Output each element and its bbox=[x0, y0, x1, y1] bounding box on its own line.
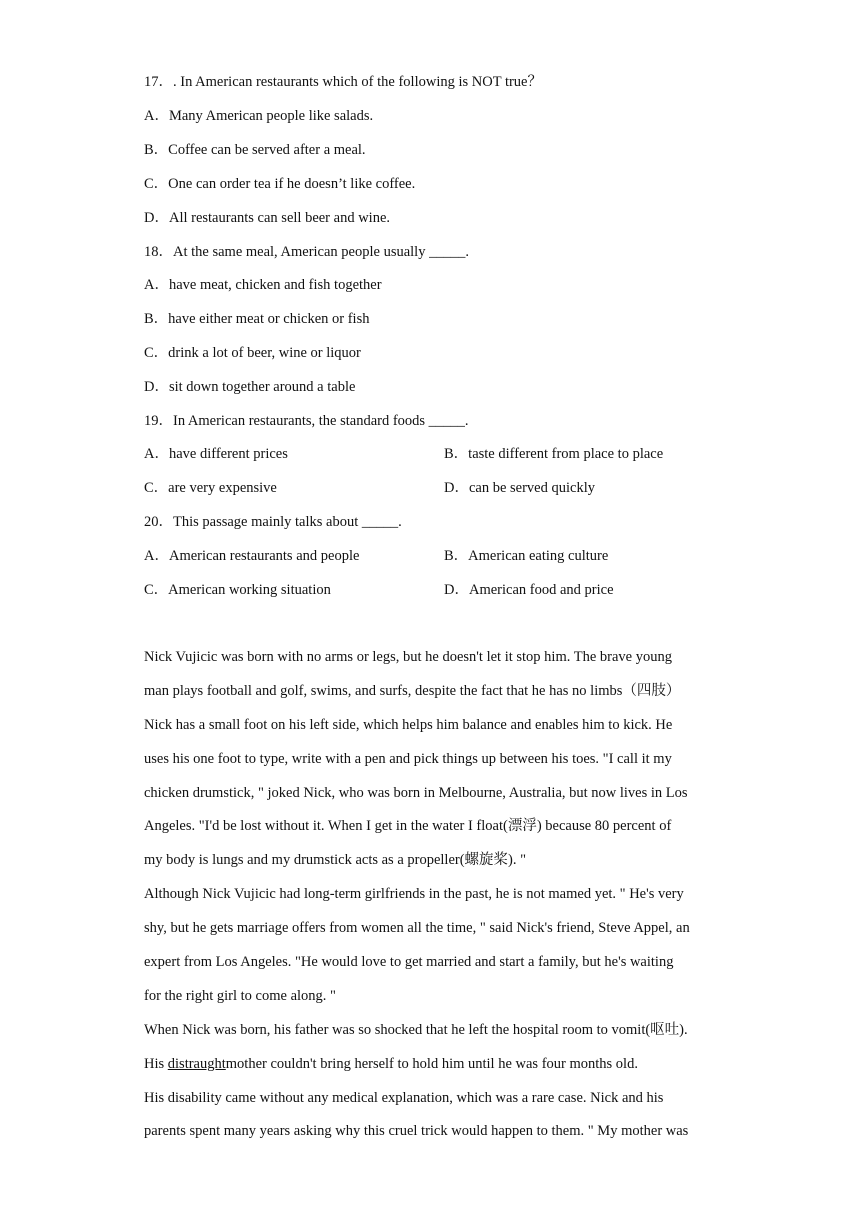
passage-line: my body is lungs and my drumstick acts as a propeller(螺旋桨). " bbox=[144, 852, 527, 869]
question-19-option-b: B．taste different from place to place bbox=[444, 446, 664, 462]
question-18-option-c: C．drink a lot of beer, wine or liquor bbox=[144, 345, 361, 361]
underlined-word: distraught bbox=[167, 1055, 226, 1072]
passage-line: for the right girl to come along. " bbox=[144, 987, 336, 1004]
question-18-option-a: A．have meat, chicken and fish together bbox=[144, 277, 382, 293]
passage-line: Angeles. "I'd be lost without it. When I get in the water I float(漂浮) because 80 percent of bbox=[144, 818, 672, 835]
passage-line: Nick has a small foot on his left side, which helps him balance and enables him to kick. He bbox=[144, 716, 673, 733]
passage-line: chicken drumstick, " joked Nick, who was born in Melbourne, Australia, but now lives in Los bbox=[144, 784, 688, 801]
question-19-option-c: C．are very expensive bbox=[144, 480, 277, 496]
question-20-option-a: A．American restaurants and people bbox=[144, 548, 360, 564]
question-18-option-b: B．have either meat or chicken or fish bbox=[144, 311, 370, 327]
passage-line-prefix: His bbox=[144, 1055, 168, 1072]
question-17-stem: 17．. In American restaurants which of the following is NOT true？ bbox=[144, 74, 542, 90]
passage-line: When Nick was born, his father was so shocked that he left the hospital room to vomit(呕吐). bbox=[144, 1021, 688, 1038]
passage-line-suffix: mother couldn't bring herself to hold him until he was four months old. bbox=[225, 1055, 638, 1072]
passage-line-mixed bbox=[144, 1054, 719, 1088]
question-17-option-d: D．All restaurants can sell beer and wine. bbox=[144, 210, 391, 226]
passage-line: Nick Vujicic was born with no arms or legs, but he doesn't let it stop him. The brave young bbox=[144, 649, 672, 665]
question-17-option-a: A．Many American people like salads. bbox=[144, 108, 374, 124]
passage-line: parents spent many years asking why this cruel trick would happen to them. " My mother was bbox=[144, 1123, 689, 1140]
passage-line: shy, but he gets marriage offers from women all the time, " said Nick's friend, Steve Appel, an bbox=[144, 920, 690, 937]
passage-line: expert from Los Angeles. "He would love to get married and start a family, but he's waiting bbox=[144, 954, 674, 971]
reading-passage bbox=[144, 647, 719, 1155]
question-20-option-c: C．American working situation bbox=[144, 582, 331, 598]
question-19-option-a: A．have different prices bbox=[144, 446, 288, 462]
passage-line: man plays football and golf, swims, and surfs, despite the fact that he has no limbs（四肢） bbox=[144, 682, 681, 699]
passage-line: Although Nick Vujicic had long-term girlfriends in the past, he is not mamed yet. " He's very bbox=[144, 886, 684, 903]
question-17-option-b: B．Coffee can be served after a meal. bbox=[144, 142, 366, 158]
question-20-option-b: B．American eating culture bbox=[444, 548, 609, 564]
question-19-stem: 19．In American restaurants, the standard foods _____. bbox=[144, 413, 469, 429]
question-20-option-d: D．American food and price bbox=[444, 582, 614, 598]
passage-line: His disability came without any medical explanation, which was a rare case. Nick and his bbox=[144, 1089, 664, 1106]
question-19-option-d: D．can be served quickly bbox=[444, 480, 595, 496]
question-20-stem: 20．This passage mainly talks about _____. bbox=[144, 514, 402, 530]
question-17-option-c: C．One can order tea if he doesn’t like coffee. bbox=[144, 176, 416, 192]
passage-line: uses his one foot to type, write with a pen and pick things up between his toes. "I call it my bbox=[144, 750, 672, 767]
question-18-stem: 18．At the same meal, American people usually _____. bbox=[144, 244, 469, 260]
question-18-option-d: D．sit down together around a table bbox=[144, 379, 356, 395]
